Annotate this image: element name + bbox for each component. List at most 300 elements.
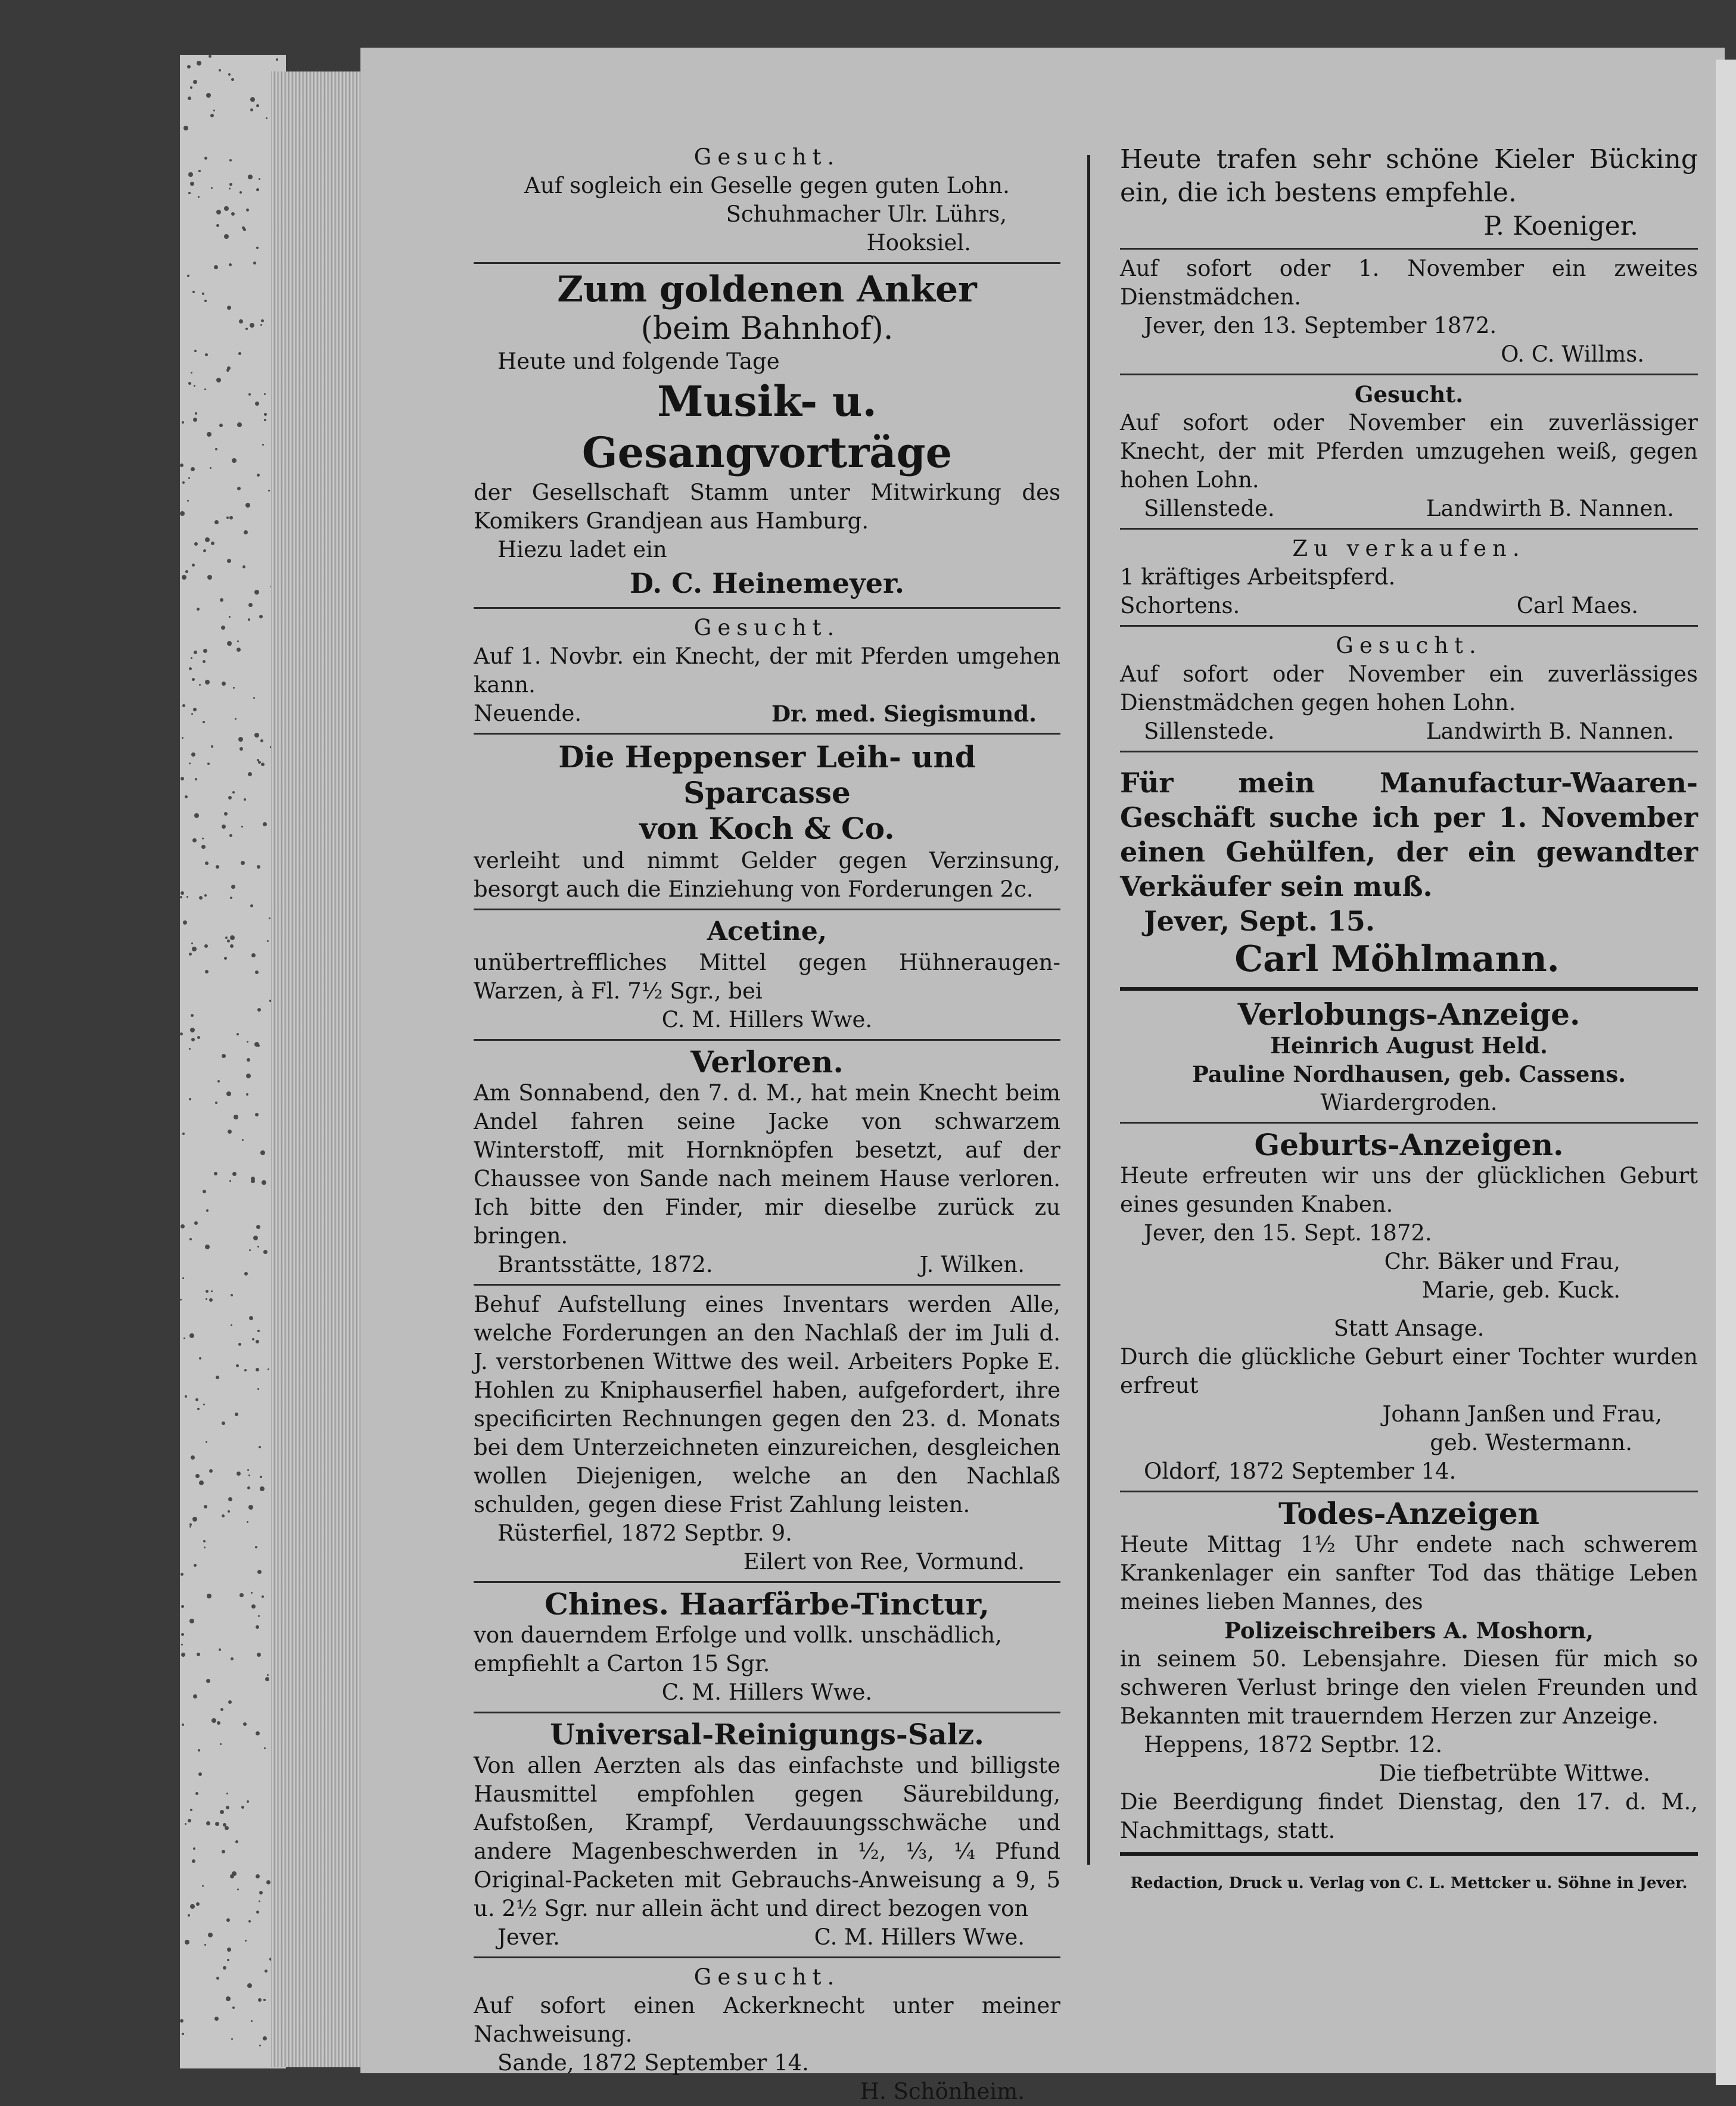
speckle-dot <box>238 737 243 742</box>
speckle-dot <box>183 1337 185 1339</box>
speckle-dot <box>223 1823 226 1827</box>
ad-gesucht-knecht-sillenstede <box>1120 380 1698 523</box>
speckle-dot <box>202 1885 204 1887</box>
speckle-dot <box>215 448 217 450</box>
ad-title: Universal-Reinigungs-Salz. <box>550 1718 984 1752</box>
speckle-dot <box>193 80 197 84</box>
ad-invite: Hiezu ladet ein <box>497 537 667 562</box>
speckle-dot <box>206 1209 209 1212</box>
speckle-dot <box>197 1036 200 1039</box>
speckle-dot <box>257 1570 262 1574</box>
ad-signature: O. C. Willms. <box>1501 341 1644 367</box>
speckle-dot <box>264 393 266 395</box>
ad-burial-notice: Die Beerdigung findet Dienstag, den 17. d. M., Nachmittags, statt. <box>1120 1789 1698 1843</box>
speckle-dot <box>227 940 230 942</box>
ad-heading: Gesucht. <box>693 1964 841 1990</box>
speckle-dot <box>191 713 193 715</box>
speckle-dot <box>250 108 253 111</box>
speckle-dot <box>185 795 188 798</box>
speckle-dot <box>206 1290 209 1293</box>
speckle-dot <box>268 490 270 491</box>
speckle-dot <box>180 2019 183 2023</box>
ad-signature: J. Wilken. <box>919 1252 1025 1277</box>
divider <box>1120 751 1698 752</box>
speckle-dot <box>194 542 198 546</box>
ad-gesucht-knecht <box>474 614 1060 728</box>
speckle-dot <box>229 183 232 186</box>
speckle-dot <box>180 896 182 898</box>
speckle-dot <box>228 1510 230 1513</box>
ad-inventar <box>474 1290 1060 1576</box>
ad-date: Jever, den 13. September 1872. <box>1144 313 1497 338</box>
speckle-dot <box>207 763 210 765</box>
speckle-dot <box>255 1113 259 1116</box>
speckle-dot <box>228 1700 232 1704</box>
speckle-dot <box>206 93 211 98</box>
speckle-dot <box>222 1421 225 1425</box>
speckle-dot <box>233 687 235 689</box>
speckle-dot <box>197 608 200 611</box>
ad-todes-anzeigen <box>1120 1497 1698 1845</box>
ad-place: Sillenstede. <box>1144 496 1275 521</box>
speckle-dot <box>185 570 188 573</box>
speckle-dot <box>216 1977 219 1980</box>
ad-title: Acetine, <box>707 916 827 947</box>
ad-signature: H. Schönheim. <box>860 2079 1025 2104</box>
speckle-dot <box>249 1249 251 1251</box>
ad-heading: Zu verkaufen. <box>1292 536 1526 561</box>
speckle-dot <box>241 861 245 865</box>
speckle-dot <box>251 1179 255 1183</box>
speckle-dot <box>237 487 241 490</box>
speckle-dot <box>204 1505 207 1508</box>
speckle-dot <box>225 937 228 939</box>
ad-signature: Die tiefbetrübte Wittwe. <box>1379 1760 1650 1786</box>
speckle-dot <box>189 1523 192 1526</box>
speckle-dot <box>257 1246 259 1248</box>
speckle-dot <box>202 838 204 839</box>
speckle-dot <box>193 1694 197 1699</box>
speckle-dot <box>261 319 264 322</box>
speckle-dot <box>203 1404 205 1405</box>
ad-signature: C. M. Hillers Wwe. <box>661 1007 873 1032</box>
speckle-dot <box>195 1474 200 1478</box>
ad-zu-verkaufen <box>1120 534 1698 620</box>
speckle-dot <box>267 940 269 942</box>
ad-text: Auf sogleich ein Geselle gegen guten Lohn. <box>524 173 1010 198</box>
speckle-dot <box>224 812 228 816</box>
speckle-dot <box>257 1008 261 1012</box>
speckle-dot <box>246 1074 251 1078</box>
speckle-dot <box>208 1933 213 1937</box>
speckle-dot <box>205 537 210 542</box>
speckle-dot <box>192 678 195 681</box>
ad-heading: Gesucht. <box>693 144 841 170</box>
speckle-dot <box>217 1080 220 1082</box>
speckle-dot <box>188 97 191 100</box>
speckle-dot <box>210 114 214 117</box>
ad-text: Auf sofort oder November ein zuverlässiges Dienstmädchen gegen hohen Lohn. <box>1120 661 1698 716</box>
speckle-dot <box>248 1920 251 1923</box>
speckle-dot <box>231 212 235 216</box>
speckle-dot <box>192 291 195 293</box>
speckle-dot <box>191 657 192 659</box>
speckle-dot <box>230 897 232 899</box>
speckle-dot <box>259 615 263 618</box>
speckle-dot <box>231 1324 232 1326</box>
speckle-dot <box>248 1505 253 1510</box>
ad-manufactur-waaren <box>1120 757 1698 980</box>
speckle-dot <box>229 263 232 266</box>
speckle-dot <box>228 796 232 800</box>
speckle-dot <box>263 2036 267 2040</box>
ad-signature-1: Johann Janßen und Frau, <box>1382 1401 1662 1427</box>
speckle-dot <box>255 1546 257 1548</box>
ad-date: Sande, 1872 September 14. <box>497 2050 809 2076</box>
speckle-dot <box>185 1823 186 1825</box>
speckle-dot <box>181 1644 183 1645</box>
divider <box>474 607 1060 609</box>
speckle-dot <box>256 104 259 107</box>
speckle-dot <box>182 421 184 424</box>
ad-gesucht-dienstmaedchen <box>1120 632 1698 746</box>
speckle-dot <box>231 1657 234 1660</box>
speckle-dot <box>276 58 278 61</box>
speckle-dot <box>186 896 188 898</box>
ad-gesucht-ackerknecht <box>474 1963 1060 2106</box>
speckle-dot <box>259 2045 261 2046</box>
speckle-dot <box>181 1573 183 1576</box>
speckle-dot <box>194 651 197 654</box>
speckle-dot <box>239 1593 244 1597</box>
speckle-dot <box>253 697 255 699</box>
speckle-dot <box>181 1653 185 1657</box>
speckle-dot <box>183 920 187 925</box>
speckle-dot <box>239 747 243 751</box>
speckle-dot <box>247 1800 249 1803</box>
speckle-dot <box>204 894 207 897</box>
speckle-dot <box>206 1821 210 1825</box>
speckle-dot <box>248 618 250 621</box>
speckle-dot <box>181 1224 185 1228</box>
speckle-dot <box>189 1098 191 1100</box>
speckle-dot <box>205 353 208 356</box>
speckle-dot <box>242 226 245 229</box>
speckle-dot <box>191 752 195 757</box>
speckle-dot <box>222 1850 225 1853</box>
ad-text: der Gesellschaft Stamm unter Mitwirkung des Komikers Grandjean aus Hamburg. <box>474 480 1060 534</box>
speckle-dot <box>231 1294 233 1296</box>
speckle-dot <box>227 306 231 310</box>
ad-text: Durch die glückliche Geburt einer Tochter wurden erfreut <box>1120 1344 1698 1398</box>
speckle-dot <box>182 481 185 484</box>
speckle-dot <box>211 745 213 748</box>
speckle-dot <box>203 721 205 723</box>
speckle-dot <box>185 1940 189 1945</box>
speckle-dot <box>251 953 256 957</box>
speckle-dot <box>226 517 229 519</box>
ad-verloren <box>474 1046 1060 1279</box>
speckle-dot <box>182 2033 184 2035</box>
speckle-dot <box>207 575 212 580</box>
speckle-dot <box>265 1677 269 1681</box>
ad-date: Rüsterfiel, 1872 Septbr. 9. <box>497 1520 792 1546</box>
speckle-dot <box>196 1902 200 1906</box>
speckle-dot <box>257 1388 259 1390</box>
speckle-dot <box>192 838 197 842</box>
speckle-dot <box>199 684 201 686</box>
speckle-dot <box>248 175 253 179</box>
ad-text: Am Sonnabend, den 7. d. M., hat mein Knecht beim Andel fahren seine Jacke von schwarzem Winterstoff, mit Hornknöpfen besetzt, auf der Chaussee von Sande nach meinem Hause verloren. Ich bitte den Finder, mir dieselbe zurück zu bringen. <box>474 1080 1060 1249</box>
speckle-dot <box>220 1810 224 1814</box>
speckle-dot <box>264 419 266 421</box>
speckle-dot <box>189 667 192 670</box>
speckle-dot <box>192 564 195 567</box>
speckle-dot <box>217 1721 220 1725</box>
speckle-dot <box>259 1446 261 1448</box>
ad-title: Zum goldenen Anker <box>557 269 977 310</box>
speckle-dot <box>262 1595 264 1598</box>
ad-heading: Gesucht. <box>1354 381 1464 407</box>
ad-signature: D. C. Heinemeyer. <box>630 567 904 599</box>
speckle-dot <box>241 1806 244 1809</box>
ad-geburts-anzeigen <box>1120 1128 1698 1305</box>
ad-title: Verlobungs-Anzeige. <box>1237 997 1581 1032</box>
speckle-dot <box>189 1526 191 1528</box>
ad-text: Auf sofort oder 1. November ein zweites Dienstmädchen. <box>1120 256 1698 310</box>
speckle-dot <box>232 1172 237 1176</box>
speckle-dot <box>206 1298 207 1300</box>
ad-date: Jever, Sept. 15. <box>1144 905 1375 937</box>
speckle-dot <box>252 1338 254 1340</box>
speckle-dot <box>249 1316 253 1320</box>
ad-text: Heute erfreuten wir uns der glücklichen Geburt eines gesunden Knaben. <box>1120 1163 1698 1217</box>
speckle-dot <box>237 1472 241 1476</box>
ad-reinigungs-salz <box>474 1718 1060 1952</box>
speckle-dot <box>262 1180 266 1185</box>
ad-signature: Schuhmacher Ulr. Lührs, <box>726 201 1007 227</box>
speckle-dot <box>264 413 267 416</box>
speckle-dot <box>198 1772 202 1776</box>
speckle-dot <box>188 1819 191 1822</box>
speckle-dot <box>247 1058 250 1062</box>
speckle-dot <box>255 970 259 974</box>
speckle-dot <box>222 825 226 829</box>
speckle-dot <box>225 1826 229 1830</box>
speckle-dot <box>202 293 204 295</box>
ad-dienstmaedchen-1 <box>1120 254 1698 369</box>
imprint-footer: Redaction, Druck u. Verlag von C. L. Mettcker u. Söhne in Jever. <box>1130 1874 1688 1892</box>
speckle-dot <box>251 1604 256 1609</box>
speckle-dot <box>251 1592 253 1594</box>
speckle-dot <box>194 1564 197 1567</box>
speckle-dot <box>235 718 237 720</box>
speckle-dot <box>191 467 195 471</box>
ad-signature-2: geb. Westermann. <box>1430 1430 1632 1455</box>
speckle-dot <box>231 2038 233 2040</box>
speckle-dot <box>205 970 209 973</box>
speckle-dot <box>265 1970 267 1973</box>
speckle-dot <box>188 1914 190 1917</box>
speckle-dot <box>190 1028 195 1032</box>
speckle-dot <box>220 1743 222 1745</box>
speckle-dot <box>209 55 211 58</box>
ad-heading: Gesucht. <box>693 615 841 640</box>
speckle-dot <box>267 1674 269 1676</box>
speckle-dot <box>239 191 242 194</box>
thick-divider <box>1120 987 1698 991</box>
speckle-dot <box>247 1486 250 1489</box>
speckle-dot <box>256 188 259 191</box>
speckle-dot <box>257 474 260 477</box>
speckle-dot <box>191 942 193 944</box>
speckle-dot <box>244 1272 248 1276</box>
speckle-dot <box>188 477 190 479</box>
speckle-dot <box>199 1480 204 1485</box>
speckle-dot <box>238 1343 241 1346</box>
speckle-dot <box>201 845 206 849</box>
ad-title-line1: Die Heppenser Leih- und Sparcasse <box>558 739 976 810</box>
speckle-dot <box>257 1653 261 1657</box>
ad-heading: Statt Ansage. <box>1333 1315 1485 1341</box>
speckle-dot <box>229 159 232 161</box>
thick-divider <box>1120 1852 1698 1856</box>
speckle-dot <box>194 350 197 352</box>
speckle-dot <box>224 206 229 211</box>
divider <box>474 1039 1060 1041</box>
ad-text-line1: von dauerndem Erfolge und vollk. unschädlich, <box>474 1622 1002 1648</box>
speckle-dot <box>269 917 270 919</box>
speckle-dot <box>192 1859 195 1863</box>
speckle-dot <box>226 1806 229 1809</box>
speckle-dot <box>191 372 192 374</box>
speckle-dot <box>220 598 223 602</box>
speckle-dot <box>260 739 263 742</box>
speckle-dot <box>248 603 253 607</box>
ad-text: Auf sofort einen Ackerknecht unter meiner Nachweisung. <box>474 1993 1060 2047</box>
speckle-dot <box>204 300 207 302</box>
speckle-dot <box>244 798 246 801</box>
speckle-dot <box>256 1874 260 1878</box>
speckle-dot <box>241 826 243 828</box>
ad-haarfaerbe-tinctur <box>474 1588 1060 1707</box>
speckle-dot <box>232 1871 237 1876</box>
speckle-dot <box>256 1340 259 1343</box>
speckle-dot <box>188 172 193 177</box>
ad-text: unübertreffliches Mittel gegen Hühneraugen-Warzen, à Fl. 7½ Sgr., bei <box>474 950 1060 1004</box>
speckle-dot <box>229 516 233 519</box>
speckle-dot <box>256 1731 260 1735</box>
speckle-dot <box>211 187 213 189</box>
speckle-dot <box>226 1091 231 1096</box>
speckle-dot <box>227 1948 231 1952</box>
speckle-dot <box>188 192 191 194</box>
ad-sparcasse <box>474 739 1060 904</box>
speckle-dot <box>267 1368 269 1370</box>
speckle-dot <box>190 1809 192 1811</box>
speckle-dot <box>228 1497 232 1501</box>
speckle-dot <box>229 834 232 837</box>
speckle-dot <box>221 626 225 630</box>
speckle-dot <box>215 1822 219 1826</box>
speckle-dot <box>197 1408 200 1410</box>
speckle-dot <box>214 520 219 524</box>
divider <box>1120 374 1698 375</box>
speckle-dot <box>256 1911 259 1914</box>
speckle-dot <box>187 65 191 69</box>
speckle-dot <box>197 61 201 66</box>
speckle-dot <box>224 234 229 239</box>
ad-title-line2: von Koch & Co. <box>639 811 895 846</box>
speckle-dot <box>180 463 183 467</box>
speckle-dot <box>194 385 195 387</box>
speckle-dot <box>226 1793 228 1794</box>
divider <box>1120 1491 1698 1492</box>
speckle-dot <box>194 813 199 818</box>
speckle-dot <box>203 660 206 663</box>
ad-place: Hooksiel. <box>866 230 971 256</box>
speckle-dot <box>192 1517 197 1522</box>
speckle-dot <box>198 196 200 198</box>
speckle-dot <box>232 791 235 794</box>
ad-goldener-anker <box>474 269 1060 602</box>
speckle-dot <box>182 1277 184 1279</box>
speckle-dot <box>205 680 210 685</box>
ad-place: Neuende. <box>474 701 582 726</box>
speckle-dot <box>262 444 264 446</box>
speckle-dot <box>237 1033 239 1035</box>
speckle-dot <box>260 324 262 326</box>
speckle-dot <box>211 1290 213 1292</box>
speckle-dot <box>250 323 254 328</box>
divider <box>474 1581 1060 1583</box>
divider <box>474 1712 1060 1713</box>
speckle-dot <box>229 1180 231 1182</box>
speckle-dot <box>215 1102 217 1104</box>
speckle-dot <box>195 1792 198 1795</box>
speckle-dot <box>250 904 253 907</box>
speckle-dot <box>227 1959 229 1961</box>
speckle-dot <box>235 1413 238 1416</box>
speckle-dot <box>248 1474 250 1476</box>
speckle-dot <box>242 565 245 568</box>
speckle-dot <box>246 1093 248 1096</box>
ad-signature: P. Koeniger. <box>1483 211 1638 241</box>
speckle-dot <box>197 1653 200 1656</box>
speckle-dot <box>266 117 267 119</box>
speckle-dot <box>182 575 186 580</box>
speckle-dot <box>191 1014 194 1017</box>
speckle-dot <box>260 1486 265 1491</box>
speckle-dot <box>187 500 189 502</box>
ad-text: Auf 1. Novbr. ein Knecht, der mit Pferden umgehen kann. <box>474 643 1060 698</box>
speckle-dot <box>239 319 243 323</box>
speckle-dot <box>227 559 231 563</box>
speckle-dot <box>193 418 197 422</box>
speckle-dot <box>219 1648 221 1651</box>
ad-text: Behuf Aufstellung eines Inventars werden Alle, welche Forderungen an den Nachlaß der im Juli d. J. verstorbenen Wittwe des weil. Arbeiters Popke E. Hohlen zu Kniphauserfiel haben, aufgefordert, ihre specificirten Rechnungen gegen den 23. d. Monats bei dem Unterzeichneten einzureichen, desgleichen wollen Diejenigen, welche an den Nachlaß schulden, gegen diese Frist Zahlung leisten. <box>474 1292 1060 1517</box>
speckle-dot <box>180 1032 183 1035</box>
ad-signature: Carl Maes. <box>1516 593 1638 618</box>
ad-signature: Dr. med. Siegismund. <box>771 701 1037 727</box>
ad-text-2: in seinem 50. Lebensjahre. Diesen für mich so schweren Verlust bringe den vielen Freunden und Bekannten mit trauerndem Herzen zur Anzeige. <box>1120 1646 1698 1729</box>
speckle-dot <box>226 1996 231 2001</box>
divider <box>1120 528 1698 530</box>
speckle-dot <box>256 1368 259 1371</box>
speckle-dot <box>247 1521 248 1523</box>
speckle-dot <box>207 432 211 437</box>
speckle-dot <box>222 1054 226 1058</box>
